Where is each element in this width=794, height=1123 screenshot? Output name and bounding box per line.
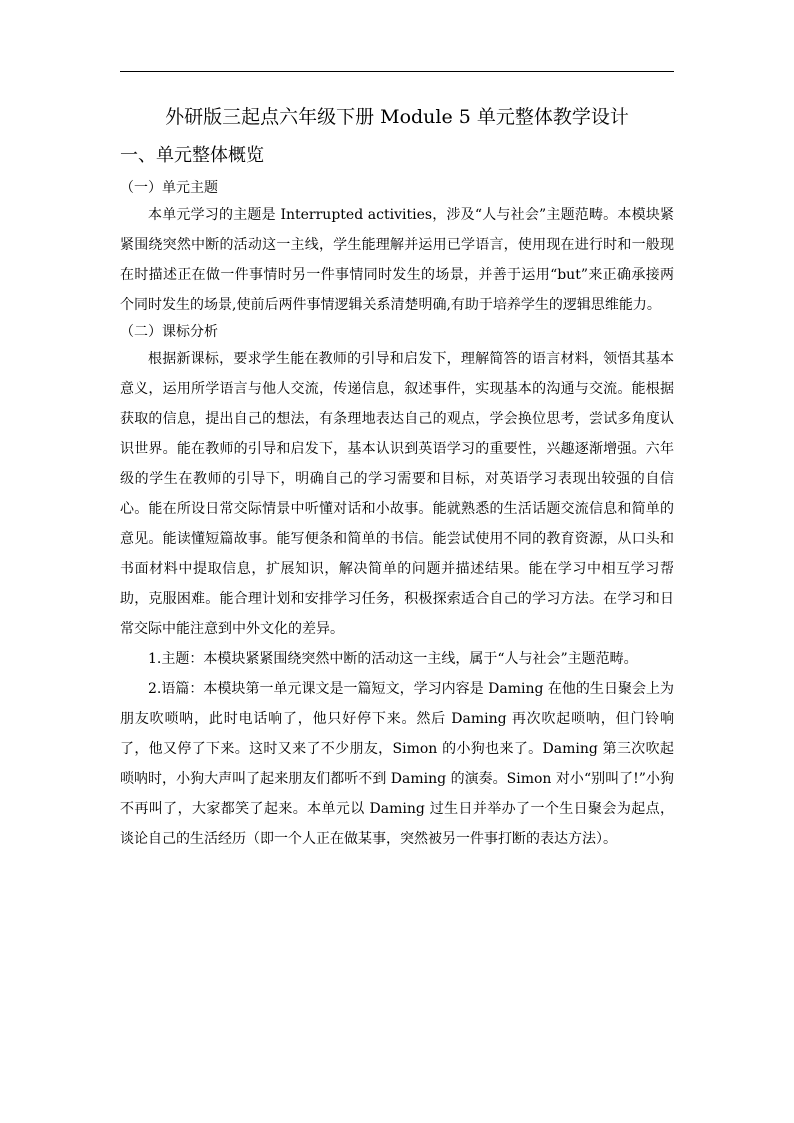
header-rule	[120, 71, 674, 72]
point-text-paragraph: 2.语篇：本模块第一单元课文是一篇短文，学习内容是 Daming 在他的生日聚会上为朋友吹唢呐，此时电话响了，他只好停下来。然后 Daming 再次吹起唢呐，但门铃响了，他又停了下来。这时又来了不少朋友，Simon 的小狗也来了。Daming 第三次吹起唢呐时，小狗大声叫了起来朋友们都听不到 Daming 的演奏。Simon 对小“别叫了!”小狗不再叫了，大家都笑了起来。本单元以 Daming 过生日并举办了一个生日聚会为起点，谈论自己的生活经历（即一个人正在做某事，突然被另一件事打断的表达方法）。	[120, 681, 674, 847]
subsection-heading-theme: （一）单元主题	[120, 180, 218, 196]
document-title: 外研版三起点六年级下册 Module 5 单元整体教学设计	[165, 106, 629, 128]
subsection-heading-curriculum: （二）课标分析	[120, 324, 218, 340]
point-theme-paragraph: 1.主题：本模块紧紧围绕突然中断的活动这一主线，属于“人与社会”主题范畴。	[148, 651, 638, 667]
theme-paragraph: 本单元学习的主题是 Interrupted activities，涉及“人与社会”主题范畴。本模块紧紧围绕突然中断的活动这一主线，学生能理解并运用已学语言，使用现在进行时和一般现在时描述正在做一件事情时另一件事情同时发生的场景，并善于运用“but”来正确承接两个同时发生的场景,使前后两件事情逻辑关系清楚明确,有助于培养学生的逻辑思维能力。	[120, 207, 674, 313]
document-body	[120, 100, 674, 854]
curriculum-paragraph: 根据新课标，要求学生能在教师的引导和启发下，理解简答的语言材料，领悟其基本意义，运用所学语言与他人交流，传递信息，叙述事件，实现基本的沟通与交流。能根据获取的信息，提出自己的想法，有条理地表达自己的观点，学会换位思考，尝试多角度认识世界。能在教师的引导和启发下，基本认识到英语学习的重要性，兴趣逐渐增强。六年级的学生在教师的引导下，明确自己的学习需要和目标，对英语学习表现出较强的自信心。能在所设日常交际情景中听懂对话和小故事。能就熟悉的生活话题交流信息和简单的意见。能读懂短篇故事。能写便条和简单的书信。能尝试使用不同的教育资源，从口头和书面材料中提取信息，扩展知识，解决简单的问题并描述结果。能在学习中相互学习帮助，克服困难。能合理计划和安排学习任务，积极探索适合自己的学习方法。在学习和日常交际中能注意到中外文化的差异。	[120, 351, 674, 637]
section-heading-overview: 一、单元整体概览	[120, 145, 264, 166]
